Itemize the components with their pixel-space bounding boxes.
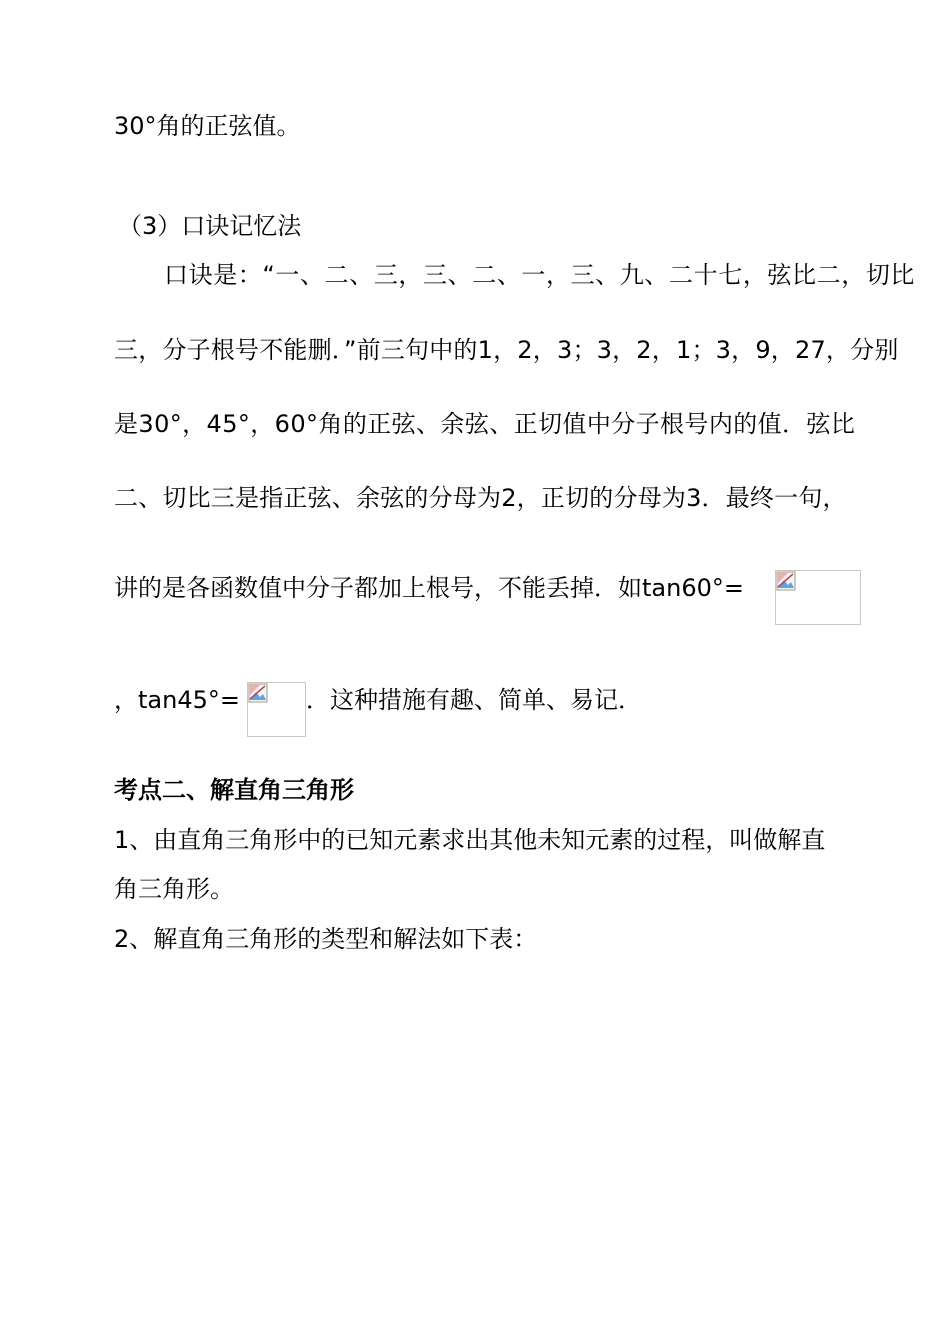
mnemonic-text-2: 三，分子根号不能删．”前三句中的1，2，3；3，2，1；3，9，27，分别 — [114, 336, 899, 364]
paragraph-mnemonic-line-4 — [114, 482, 847, 514]
mnemonic-text-4: 二、切比三是指正弦、余弦的分母为2，正切的分母为3．最终一句， — [114, 484, 847, 512]
paragraph-mnemonic-line-3 — [114, 408, 855, 440]
text-line-sine-30: 30°角的正弦值。 — [114, 112, 301, 140]
paragraph-definition-line-2: 角三角形。 — [114, 875, 234, 903]
paragraph-mnemonic-line-1 — [164, 259, 916, 291]
broken-image-icon — [776, 571, 796, 591]
text-tan45-suffix: ．这种措施有趣、简单、易记． — [306, 686, 642, 714]
text-tan45-prefix: ，tan45°= — [114, 686, 240, 714]
paragraph-mnemonic-line-2 — [114, 334, 899, 366]
paragraph-mnemonic-line-5: 讲的是各函数值中分子都加上根号，不能丢掉．如tan60°= — [114, 574, 744, 602]
paragraph-types-intro: 2、解直角三角形的类型和解法如下表： — [114, 925, 538, 953]
subsection-title-mnemonic: （3）口诀记忆法 — [118, 212, 302, 240]
section-heading-solving-right-triangle: 考点二、解直角三角形 — [114, 776, 354, 804]
mnemonic-text-3: 是30°，45°，60°角的正弦、余弦、正切值中分子根号内的值．弦比 — [114, 410, 856, 438]
formula-image-tan60 — [775, 570, 861, 625]
mnemonic-text-1: 口诀是：“一、二、三，三、二、一，三、九、二十七，弦比二，切比 — [164, 261, 916, 289]
paragraph-definition-line-1: 1、由直角三角形中的已知元素求出其他未知元素的过程，叫做解直 — [114, 826, 826, 854]
formula-image-tan45 — [247, 682, 306, 737]
broken-image-icon — [248, 683, 268, 703]
